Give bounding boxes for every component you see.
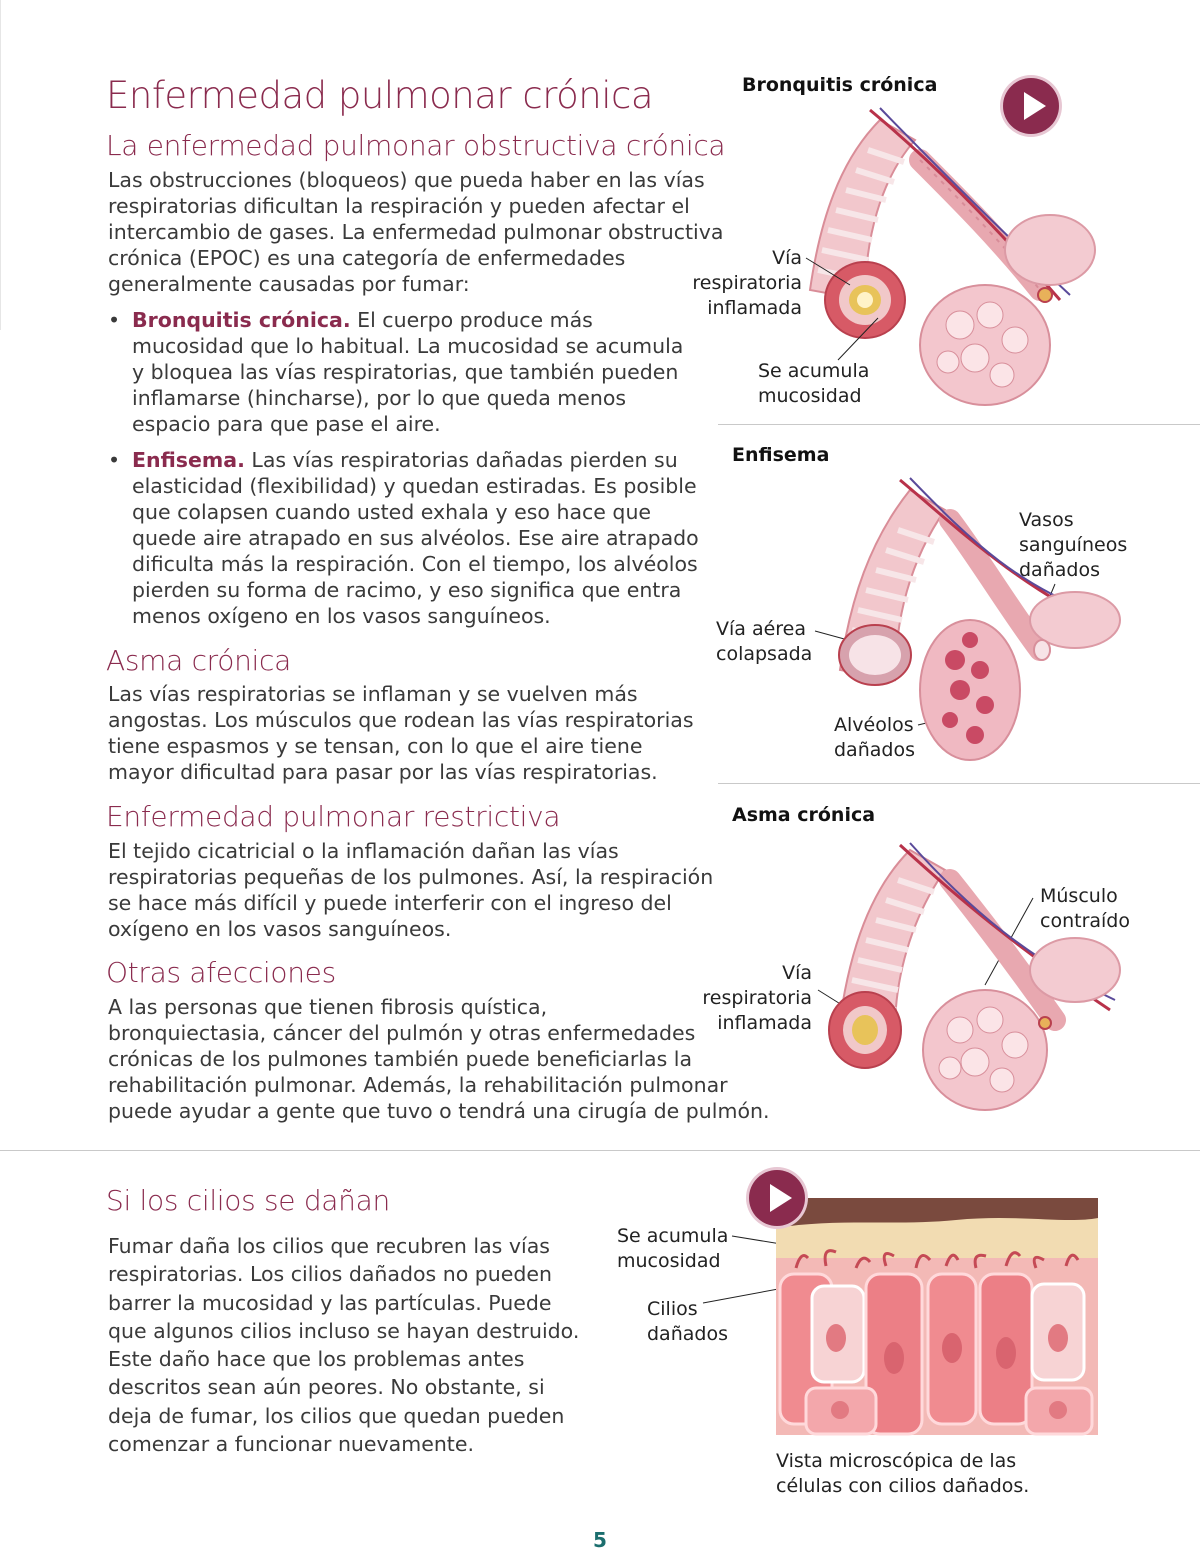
text-line: puede ayudar a gente que tuvo o tendrá una cirugía de pulmón. (108, 1099, 770, 1123)
text-line: crónicas de los pulmones también puede beneficiarlas la (108, 1047, 693, 1071)
copd-heading: La enfermedad pulmonar obstructiva crónica (106, 129, 726, 162)
text-line: comenzar a funcionar nuevamente. (108, 1432, 474, 1457)
play-video-button-cilia[interactable] (749, 1170, 805, 1226)
text-line: se hace más difícil y puede interferir con el ingreso del (108, 891, 672, 915)
text-line: Las obstrucciones (bloqueos) que pueda haber en las vías (108, 168, 705, 192)
section-divider (0, 1150, 1200, 1151)
label-line: respiratoria (702, 987, 812, 1009)
cilia-paragraph (108, 1232, 579, 1458)
figure-title-bronchitis: Bronquitis crónica (742, 74, 938, 96)
page-title: Enfermedad pulmonar crónica (106, 74, 654, 117)
play-icon (770, 1184, 792, 1212)
restrictive-heading: Enfermedad pulmonar restrictiva (106, 800, 561, 833)
label-line: dañados (834, 739, 915, 761)
label-line: contraído (1040, 910, 1130, 932)
label-line: dañados (647, 1323, 728, 1345)
text-line: menos oxígeno en los vasos sanguíneos. (132, 604, 551, 628)
label-line: Cilios (647, 1298, 698, 1320)
text-line: descritos sean aún peores. No obstante, si (108, 1375, 545, 1400)
text-line: y bloquea las vías respiratorias, que también pueden (132, 360, 679, 384)
cilia-micrograph (776, 1198, 1098, 1435)
label-line: inflamada (717, 1012, 812, 1034)
text-line: generalmente causadas por fumar: (108, 272, 470, 296)
figure-divider (718, 783, 1200, 784)
text-line: intercambio de gases. La enfermedad pulmonar obstructiva (108, 220, 724, 244)
text-line: Fumar daña los cilios que recubren las vías (108, 1234, 550, 1258)
text-line: barrer la mucosidad y las partículas. Puede (108, 1290, 552, 1315)
cilia-heading: Si los cilios se dañan (106, 1184, 390, 1217)
label-line: Se acumula (758, 360, 870, 382)
label-line: Alvéolos (834, 714, 914, 736)
other-heading: Otras afecciones (106, 956, 336, 989)
label-collapsed-airway (716, 617, 812, 667)
caption-line: Vista microscópica de las (776, 1450, 1017, 1472)
caption-line: células con cilios dañados. (776, 1475, 1030, 1497)
label-line: Vía (772, 247, 802, 269)
text-line: El cuerpo produce más (350, 308, 593, 332)
figure-caption (776, 1449, 1029, 1499)
text-line: mayor dificultad para pasar por las vías respiratorias. (108, 760, 658, 784)
label-line: colapsada (716, 643, 813, 665)
label-contracted-muscle (1040, 884, 1130, 934)
label-line: Músculo (1040, 885, 1118, 907)
text-line: deja de fumar, los cilios que quedan pueden (108, 1403, 565, 1428)
label-line: sanguíneos (1019, 534, 1128, 556)
label-mucus-cilia (617, 1224, 728, 1274)
text-line: rehabilitación pulmonar. Además, la rehabilitación pulmonar (108, 1073, 728, 1097)
label-line: mucosidad (617, 1250, 721, 1272)
text-line: pierden su forma de racimo, y eso significa que entra (132, 578, 682, 602)
bullet-term: Enfisema. (132, 448, 245, 472)
text-line: espacio para que pase el aire. (132, 412, 441, 436)
text-line: Las vías respiratorias se inflaman y se vuelven más (108, 682, 638, 706)
text-line: respiratorias. Los cilios dañados no pueden (108, 1262, 553, 1287)
text-line: quede aire atrapado en sus alvéolos. Ese aire atrapado (132, 526, 699, 550)
bullet-dot: • (108, 448, 121, 472)
text-line: que colapsen cuando usted exhala y eso hace que (132, 500, 652, 524)
figure-title-asthma: Asma crónica (732, 804, 876, 826)
label-line: mucosidad (758, 385, 862, 407)
text-line: que algunos cilios incluso se hayan destruido. (108, 1318, 580, 1343)
label-damaged-vessels (1019, 508, 1127, 583)
text-line: El tejido cicatricial o la inflamación dañan las vías (108, 839, 619, 863)
text-line: Este daño hace que los problemas antes (108, 1347, 525, 1372)
text-line: dificulta más la respiración. Con el tiempo, los alvéolos (132, 552, 698, 576)
text-line: angostas. Los músculos que rodean las vías respiratorias (108, 708, 694, 732)
text-line: respiratorias dificultan la respiración y pueden afectar el (108, 194, 690, 218)
label-damaged-alveoli (834, 713, 915, 763)
label-line: Vía aérea (716, 618, 807, 640)
label-line: Se acumula (617, 1225, 729, 1247)
label-line: Vasos (1019, 509, 1074, 531)
figure-divider (718, 424, 1200, 425)
label-line: inflamada (707, 297, 802, 319)
text-line: respiratorias pequeñas de los pulmones. Así, la respiración (108, 865, 714, 889)
figure-title-emphysema: Enfisema (732, 444, 830, 466)
bullet-term: Bronquitis crónica. (132, 308, 351, 332)
text-line: tiene espasmos y se tensan, con lo que el aire tiene (108, 734, 643, 758)
label-inflamed-airway-asthma (700, 961, 812, 1036)
label-damaged-cilia (647, 1297, 728, 1347)
text-line: inflamarse (hincharse), por lo que queda menos (132, 386, 627, 410)
text-line: oxígeno en los vasos sanguíneos. (108, 917, 452, 941)
text-line: crónica (EPOC) es una categoría de enfermedades (108, 246, 626, 270)
text-line: elasticidad (flexibilidad) y quedan estiradas. Es posible (132, 474, 697, 498)
bullet-dot: • (108, 308, 121, 332)
text-line: Las vías respiratorias dañadas pierden su (244, 448, 678, 472)
page-number: 5 (593, 1528, 607, 1552)
text-line: mucosidad que lo habitual. La mucosidad se acumula (132, 334, 684, 358)
label-line: dañados (1019, 559, 1100, 581)
label-line: Vía (782, 962, 812, 984)
text-line: bronquiectasia, cáncer del pulmón y otras enfermedades (108, 1021, 696, 1045)
label-line: respiratoria (692, 272, 802, 294)
asthma-heading: Asma crónica (106, 644, 291, 677)
text-line: A las personas que tienen fibrosis quística, (108, 995, 548, 1019)
